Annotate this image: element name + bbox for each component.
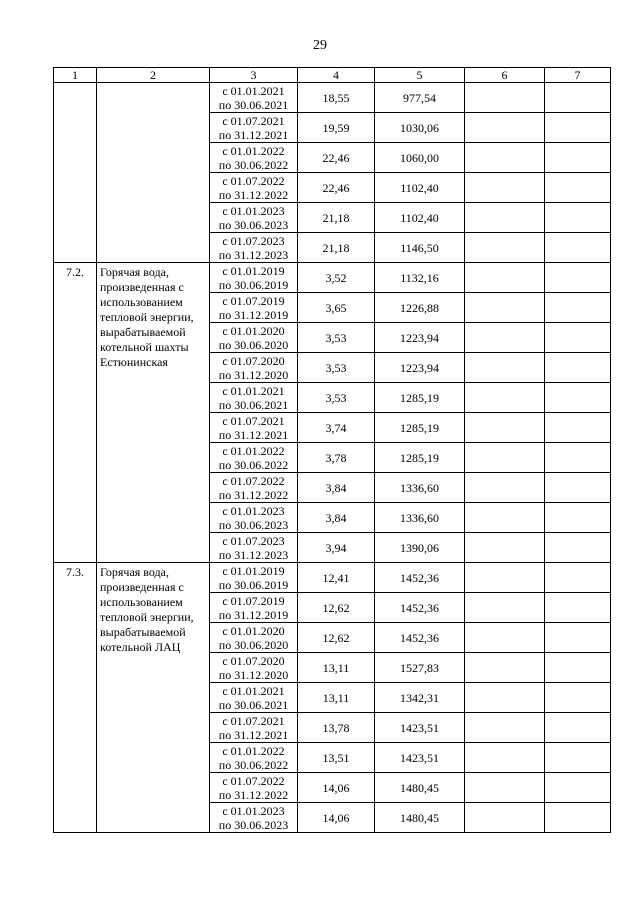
period-from: с 01.01.2023 [222,203,285,218]
value-col7-cell [545,443,611,473]
column-header: 4 [298,68,375,83]
value-col6-cell [465,113,545,143]
period-from: с 01.07.2021 [222,713,285,728]
period-to: по 30.06.2023 [218,217,289,232]
value-col5-cell: 1336,60 [375,503,465,533]
period-to: по 30.06.2019 [218,577,289,592]
value-col4-cell: 12,41 [298,563,375,593]
period-cell [210,263,298,293]
value-col7-cell [545,653,611,683]
value-col7-cell [545,773,611,803]
value-col6-cell [465,83,545,113]
period-to: по 30.06.2020 [218,337,289,352]
period-cell [210,83,298,113]
column-header: 3 [210,68,298,83]
value-col4-cell: 3,78 [298,443,375,473]
value-col7-cell [545,623,611,653]
value-col4-cell: 3,52 [298,263,375,293]
value-col6-cell [465,203,545,233]
item-number-cell: 7.2. [54,263,97,563]
column-header: 5 [375,68,465,83]
value-col4-cell: 12,62 [298,623,375,653]
value-col7-cell [545,803,611,833]
period-to: по 31.12.2022 [218,187,289,202]
page-number: 29 [313,38,327,53]
period-cell [210,623,298,653]
value-col5-cell: 1452,36 [375,563,465,593]
column-header: 2 [97,68,210,83]
period-to: по 30.06.2021 [218,97,289,112]
value-col7-cell [545,83,611,113]
value-col6-cell [465,593,545,623]
value-col4-cell: 3,84 [298,503,375,533]
period-cell [210,743,298,773]
value-col4-cell: 13,11 [298,683,375,713]
value-col7-cell [545,533,611,563]
period-to: по 31.12.2021 [218,427,289,442]
period-from: с 01.01.2022 [222,743,285,758]
value-col7-cell [545,293,611,323]
value-col4-cell: 19,59 [298,113,375,143]
period-to: по 30.06.2020 [218,637,289,652]
value-col7-cell [545,743,611,773]
value-col5-cell: 1527,83 [375,653,465,683]
period-from: с 01.07.2019 [222,293,285,308]
period-to: по 31.12.2019 [218,307,289,322]
value-col5-cell: 1480,45 [375,773,465,803]
value-col5-cell: 1423,51 [375,713,465,743]
period-cell [210,773,298,803]
period-from: с 01.07.2021 [222,113,285,128]
column-header: 7 [545,68,611,83]
period-from: с 01.01.2022 [222,143,285,158]
column-header: 1 [54,68,97,83]
value-col7-cell [545,473,611,503]
period-to: по 31.12.2022 [218,487,289,502]
period-cell [210,113,298,143]
item-name-cell: Горячая вода, произведенная с использованием тепловой энергии, вырабатываемой котельной шахты Естюнинская [97,263,210,563]
period-from: с 01.01.2021 [222,383,285,398]
value-col6-cell [465,383,545,413]
value-col7-cell [545,593,611,623]
value-col7-cell [545,353,611,383]
period-cell [210,473,298,503]
table-row [54,263,611,293]
period-cell [210,593,298,623]
period-to: по 31.12.2023 [218,247,289,262]
period-from: с 01.01.2020 [222,623,285,638]
table-row [54,563,611,593]
value-col6-cell [465,683,545,713]
value-col4-cell: 3,84 [298,473,375,503]
period-from: с 01.01.2021 [222,83,285,98]
value-col6-cell [465,293,545,323]
period-from: с 01.07.2022 [222,173,285,188]
value-col5-cell: 1030,06 [375,113,465,143]
value-col6-cell [465,263,545,293]
period-to: по 31.12.2019 [218,607,289,622]
value-col6-cell [465,323,545,353]
period-cell [210,803,298,833]
period-cell [210,713,298,743]
value-col4-cell: 22,46 [298,143,375,173]
period-cell [210,653,298,683]
value-col7-cell [545,173,611,203]
table-body [54,68,611,833]
value-col5-cell: 1285,19 [375,443,465,473]
value-col6-cell [465,353,545,383]
period-cell [210,563,298,593]
period-from: с 01.01.2020 [222,323,285,338]
value-col7-cell [545,503,611,533]
period-cell [210,143,298,173]
value-col5-cell: 977,54 [375,83,465,113]
value-col5-cell: 1060,00 [375,143,465,173]
value-col5-cell: 1285,19 [375,413,465,443]
period-cell [210,233,298,263]
value-col6-cell [465,653,545,683]
period-from: с 01.07.2022 [222,473,285,488]
value-col5-cell: 1452,36 [375,593,465,623]
period-to: по 30.06.2022 [218,157,289,172]
period-from: с 01.07.2023 [222,533,285,548]
value-col5-cell: 1102,40 [375,203,465,233]
period-cell [210,383,298,413]
value-col4-cell: 3,53 [298,323,375,353]
period-from: с 01.01.2023 [222,803,285,818]
value-col4-cell: 13,78 [298,713,375,743]
value-col5-cell: 1223,94 [375,323,465,353]
value-col5-cell: 1390,06 [375,533,465,563]
period-cell [210,203,298,233]
period-to: по 31.12.2023 [218,547,289,562]
period-from: с 01.01.2019 [222,263,285,278]
value-col4-cell: 3,74 [298,413,375,443]
period-to: по 31.12.2020 [218,367,289,382]
value-col7-cell [545,263,611,293]
value-col4-cell: 21,18 [298,203,375,233]
value-col5-cell: 1336,60 [375,473,465,503]
item-name-cell: Горячая вода, произведенная с использованием тепловой энергии, вырабатываемой котельной ЛАЦ [97,563,210,833]
value-col4-cell: 21,18 [298,233,375,263]
value-col5-cell: 1132,16 [375,263,465,293]
period-cell [210,353,298,383]
value-col4-cell: 13,51 [298,743,375,773]
value-col7-cell [545,413,611,443]
period-cell [210,503,298,533]
value-col7-cell [545,203,611,233]
value-col5-cell: 1146,50 [375,233,465,263]
period-to: по 31.12.2020 [218,667,289,682]
value-col6-cell [465,563,545,593]
value-col6-cell [465,143,545,173]
value-col4-cell: 12,62 [298,593,375,623]
period-from: с 01.01.2022 [222,443,285,458]
value-col7-cell [545,713,611,743]
value-col4-cell: 3,94 [298,533,375,563]
value-col6-cell [465,443,545,473]
value-col5-cell: 1452,36 [375,623,465,653]
value-col7-cell [545,323,611,353]
value-col6-cell [465,413,545,443]
period-to: по 30.06.2023 [218,517,289,532]
value-col5-cell: 1223,94 [375,353,465,383]
period-from: с 01.01.2019 [222,563,285,578]
value-col4-cell: 22,46 [298,173,375,203]
period-cell [210,413,298,443]
value-col5-cell: 1102,40 [375,173,465,203]
period-to: по 30.06.2021 [218,397,289,412]
period-to: по 31.12.2021 [218,127,289,142]
column-number-row [54,68,611,83]
period-from: с 01.07.2020 [222,353,285,368]
value-col4-cell: 14,06 [298,803,375,833]
column-header: 6 [465,68,545,83]
period-to: по 30.06.2022 [218,757,289,772]
period-cell [210,173,298,203]
value-col4-cell: 3,65 [298,293,375,323]
period-to: по 31.12.2021 [218,727,289,742]
period-from: с 01.07.2021 [222,413,285,428]
value-col6-cell [465,173,545,203]
value-col7-cell [545,233,611,263]
period-to: по 30.06.2019 [218,277,289,292]
value-col6-cell [465,713,545,743]
value-col5-cell: 1480,45 [375,803,465,833]
value-col7-cell [545,143,611,173]
period-from: с 01.01.2023 [222,503,285,518]
value-col4-cell: 13,11 [298,653,375,683]
tariff-table [53,67,611,833]
period-cell [210,443,298,473]
value-col6-cell [465,743,545,773]
value-col5-cell: 1226,88 [375,293,465,323]
period-from: с 01.07.2020 [222,653,285,668]
period-cell [210,323,298,353]
value-col4-cell: 3,53 [298,353,375,383]
value-col5-cell: 1423,51 [375,743,465,773]
value-col6-cell [465,773,545,803]
value-col6-cell [465,233,545,263]
value-col4-cell: 18,55 [298,83,375,113]
value-col7-cell [545,683,611,713]
value-col5-cell: 1342,31 [375,683,465,713]
item-number-cell: 7.3. [54,563,97,833]
value-col6-cell [465,533,545,563]
value-col6-cell [465,803,545,833]
value-col6-cell [465,503,545,533]
period-from: с 01.07.2022 [222,773,285,788]
value-col7-cell [545,383,611,413]
value-col4-cell: 14,06 [298,773,375,803]
period-to: по 30.06.2023 [218,817,289,832]
table-row [54,83,611,113]
period-to: по 30.06.2022 [218,457,289,472]
item-name-cell [97,83,210,263]
value-col4-cell: 3,53 [298,383,375,413]
value-col5-cell: 1285,19 [375,383,465,413]
period-to: по 31.12.2022 [218,787,289,802]
period-cell [210,293,298,323]
value-col6-cell [465,623,545,653]
period-to: по 30.06.2021 [218,697,289,712]
value-col6-cell [465,473,545,503]
period-from: с 01.01.2021 [222,683,285,698]
value-col7-cell [545,113,611,143]
period-from: с 01.07.2023 [222,233,285,248]
period-cell [210,533,298,563]
item-number-cell [54,83,97,263]
value-col7-cell [545,563,611,593]
period-cell [210,683,298,713]
period-from: с 01.07.2019 [222,593,285,608]
